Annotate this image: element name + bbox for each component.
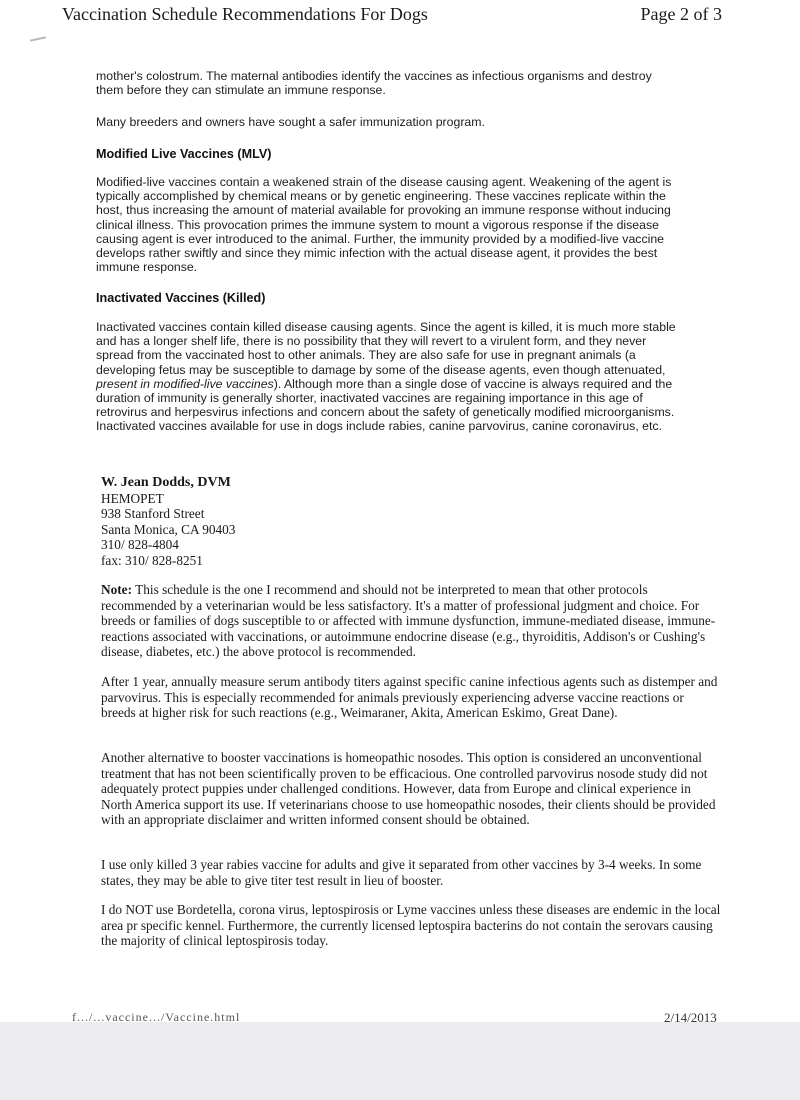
intro-paragraph: mother's colostrum. The maternal antibodies identify the vaccines as infectious organisms and destroy them before they can stimulate an immune response.: [96, 69, 652, 98]
author-name: W. Jean Dodds, DVM: [101, 475, 231, 490]
italic-phrase: present in modified-live vaccines: [96, 376, 274, 391]
organization: HEMOPET: [101, 490, 164, 506]
inactivated-paragraph: Inactivated vaccines contain killed disease causing agents. Since the agent is killed, it is much more stable and has a longer shelf life, there is no possibility that they will revert to a virulent form, and they never spread from the vaccinated host to other animals. They are also safe for use in pregnant animals (a developing fetus may be susceptible to damage by some of the disease agents, even though attenuated, present in modified-live vaccines). Although more than a single dose of vaccine is always required and the duration of immunity is generally shorter, inactivated vaccines are regaining importance in this age of retrovirus and herpesvirus infections and concern about the safety of genetically modified microorganisms. Inactivated vaccines available for use in dogs include rabies, canine parvovirus, canine coronavirus, etc.: [96, 320, 676, 434]
scan-background: [0, 1022, 800, 1100]
scan-mark: [30, 36, 46, 41]
page-number: Page 2 of 3: [640, 4, 722, 24]
signature-block: [101, 475, 721, 568]
note-paragraph: Note: This schedule is the one I recommend and should not be interpreted to mean that other protocols recommended by a veterinarian would be less satisfactory. It's a matter of professional judgment and choice. For breeds or families of dogs susceptible to or affected with immune dysfunction, immune-mediated disease, immune-reactions associated with vaccinations, or autoimmune endocrine disease (e.g., thyroiditis, Addison's or Cushing's disease, diabetes, etc.) the above protocol is recommended.: [101, 582, 716, 659]
nosodes-paragraph: Another alternative to booster vaccinations is homeopathic nosodes. This option is considered an unconventional treatment that has not been scientifically proven to be efficacious. One controlled parvovirus nosode study did not adequately protect puppies under challenged conditions. However, data from Europe and clinical experience in North America support its use. If veterinarians choose to use homeopathic nosodes, their clients should be provided with an appropriate disclaimer and written informed consent should be obtained.: [101, 750, 716, 827]
rabies-paragraph: I use only killed 3 year rabies vaccine for adults and give it separated from other vaccines by 3-4 weeks. In some states, they may be able to give titer test result in lieu of booster.: [101, 857, 702, 888]
inactivated-section-heading: Inactivated Vaccines (Killed): [96, 291, 266, 305]
titer-paragraph: After 1 year, annually measure serum antibody titers against specific canine infectious agents such as distemper and parvovirus. This is especially recommended for animals previously experiencing adverse vaccine reactions or breeds at higher risk for such reactions (e.g., Weimaraner, Akita, American Eskimo, Great Dane).: [101, 674, 718, 720]
mlv-paragraph: Modified-live vaccines contain a weakened strain of the disease causing agent. Weakening of the agent is typically accomplished by chemical means or by genetic engineering. These vaccines replicate within the host, thus increasing the amount of material available for provoking an immune response without inducing clinical illness. This provocation primes the immune system to mount a vigorous response if the disease causing agent is ever introduced to the animal. Further, the immunity provided by a modified-live vaccine develops rather swiftly and since they mimic infection with the actual disease agent, it provides the best immune response.: [96, 175, 672, 275]
footer-url: f.../...vaccine.../Vaccine.html: [72, 1010, 241, 1022]
fax-number: fax: 310/ 828-8251: [101, 552, 203, 568]
bordetella-paragraph: I do NOT use Bordetella, corona virus, leptospirosis or Lyme vaccines unless these diseases are endemic in the local area pr specific kennel. Furthermore, the currently licensed leptospira bacterins do not contain the serovars causing the majority of clinical leptospirosis today.: [101, 902, 721, 948]
note-label: Note:: [101, 582, 133, 597]
city-address: Santa Monica, CA 90403: [101, 521, 236, 537]
mlv-section-heading: Modified Live Vaccines (MLV): [96, 147, 272, 161]
phone-number: 310/ 828-4804: [101, 537, 179, 552]
document-title: Vaccination Schedule Recommendations For Dogs: [62, 4, 428, 24]
breeders-paragraph: Many breeders and owners have sought a safer immunization program.: [96, 115, 485, 129]
street-address: 938 Stanford Street: [101, 506, 205, 521]
footer-date: 2/14/2013: [664, 1010, 717, 1022]
